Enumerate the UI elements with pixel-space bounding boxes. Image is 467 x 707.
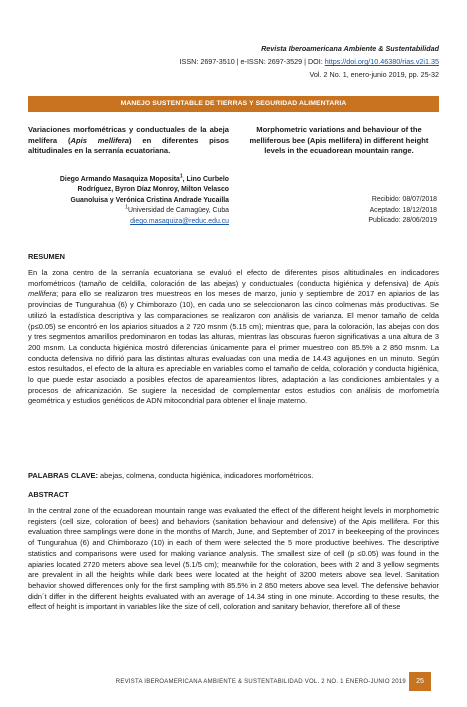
title-spanish — [28, 125, 229, 157]
author-superscript: 1 — [179, 173, 183, 180]
resumen-species: Apis mellifera — [28, 278, 439, 299]
abstract-heading: ABSTRACT — [28, 490, 69, 499]
footer-journal-line: REVISTA IBEROAMERICANA AMBIENTE & SUSTENTABILIDAD VOL. 2 NO. 1 ENERO-JUNIO 2019 — [115, 679, 406, 685]
affiliation — [28, 206, 229, 216]
title-es-part2: ) en diferentes pisos altitudinales en la serranía ecuatoriana. — [28, 135, 229, 155]
page-number: 25 — [409, 672, 431, 691]
title-es-species: Apis mellifera — [70, 135, 129, 145]
keywords-text: abejas, colmena, conducta higiénica, indicadores morfométricos. — [97, 471, 314, 480]
title-english: Morphometric variations and behaviour of the melliferous bee (Apis mellifera) in different height levels in the ecuadorean mountain range. — [249, 125, 429, 155]
first-author: Diego Armando Masaquiza Moposita — [59, 176, 180, 183]
resumen-part-2: ; para ello se realizaron tres muestreos en los meses de marzo, junio y septiembre de 2017 en apiarios de las provincias de Tungurahua (6) y Chimborazo (10), en cada uno se seleccionaron las cinco colmenas más productivas. Se utilizó la estadística descriptiva y las comparaciones se realizaron con análisis de varianza. El menor tamaño de celda (p≤0.05) se encontró en los apiarios situados a 2 720 msnm (5.15 cm); mientras que, para la coloración, las abejas con dos y tres segmentos amarillos predominaron en todas las alturas, mientras las obscuras fueron significativas a una altura de 3 200 msnm. La conducta higiénica mostró diferencias únicamente para el primer muestreo con 85.5% a 2 850 msnm. La conducta defensiva no difirió para las distintas alturas evaluadas con una media de 14.43 aguijones en un minuto. Según estos resultados, el efecto de la altura es apreciable en variables como el tamaño de celda, coloración y conducta higiénica, lo que puede estar asociado a posibles efectos de apareamientos libres, adaptación a las condiciones ambientales y a procesos de africanización. Se sugiere la necesidad de complementar estos estudios con análisis de morfometría geométrica y estudios genéticos de ADN mitocondrial para obtener el linaje materno. — [28, 289, 439, 406]
co-author-start: , Lino Curbelo — [182, 176, 229, 183]
affiliation-superscript: 1 — [125, 204, 128, 211]
title-es-part1: Variaciones morfométricas y conductuales de la abeja melífera ( — [28, 125, 229, 145]
article-dates — [368, 195, 437, 227]
resumen-body — [28, 268, 439, 407]
received-date: Recibido: 08/07/2018 — [371, 196, 437, 203]
resumen-part-1: En la zona centro de la serranía ecuatoriana se evaluó el efecto de diferentes pisos altitudinales en indicadores morfométricos (tamaño de celdilla, coloración de las abejas) y conductuales (conducta higiénica y defensiva) de — [28, 268, 439, 288]
journal-name: Revista Iberoamericana Ambiente & Sustentabilidad — [261, 44, 439, 53]
author-list — [28, 175, 229, 206]
author-line-3: Guanoluisa y Verónica Cristina Andrade Yucailla — [70, 196, 229, 204]
author-line-2: Rodríguez, Byron Díaz Monroy, Milton Velasco — [77, 186, 229, 194]
affiliation-text: Universidad de Camagüey, Cuba — [128, 207, 229, 214]
author-email-link[interactable]: diego.masaquiza@reduc.edu.cu — [130, 218, 229, 225]
section-band: MANEJO SUSTENTABLE DE TIERRAS Y SEGURIDAD ALIMENTARIA — [28, 96, 439, 112]
author-line-1 — [28, 175, 229, 185]
abstract-body: In the central zone of the ecuadorean mountain range was evaluated the effect of the different height levels in morphometric registers (cell size, coloration of bees) and behaviors (sanitation behaviour and defensive) of the Apis mellifera. For this evaluation three samplings were done in the months of March, June, and September of 2017 in beekeeping of the provinces of Tungurahua (6) and Chimborazo (10) in each of them were selected the 5 more productive beehives. The descriptive statistics and comparisons were used for making variance analysis. The smallest size of cell (p ≤0.05) was found in the apiaries located 2720 meters above sea level (5.1/5 cm); meanwhile for the coloration, bees with 2 and 3 yellow segments are prevalent in all the heights while dark bees were located at the height of 3200 meters above sea level. Sanitation behavior showed differences only for the first sampling with 85.5% in 2 850 meters above sea level. The defensive behavior didn´t differ in the different heights evaluated with an average of 14.34 sting in one minute. According to these results, the effect of height is important in variables like the size of cell, coloration and sanitary behavior, therefore all of these — [28, 506, 439, 612]
published-date: Publicado: 28/06/2019 — [368, 217, 437, 224]
keywords-label: PALABRAS CLAVE: — [28, 471, 98, 480]
doi-link[interactable]: https://doi.org/10.46380/rias.v2i1.35 — [324, 57, 439, 66]
keywords-line — [28, 471, 439, 480]
issn-line — [180, 57, 439, 67]
volume-line: Vol. 2 No. 1, enero-junio 2019, pp. 25-32 — [309, 70, 439, 79]
accepted-date: Aceptado: 18/12/2018 — [369, 206, 437, 214]
resumen-heading: RESUMEN — [28, 252, 65, 261]
issn-text: ISSN: 2697-3510 | e-ISSN: 2697-3529 | DOI: — [179, 57, 325, 66]
